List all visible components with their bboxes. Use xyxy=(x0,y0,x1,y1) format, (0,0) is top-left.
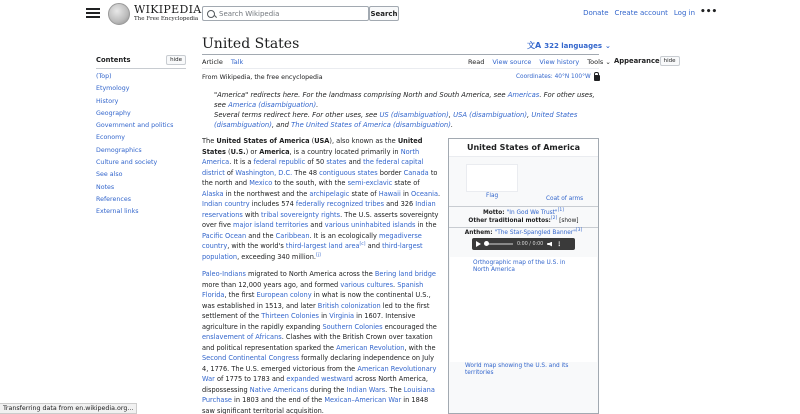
anthem-row xyxy=(449,230,598,236)
tabs-divider xyxy=(202,68,599,69)
inline-link[interactable]: Alaska xyxy=(202,189,224,198)
body-text: border xyxy=(377,168,404,177)
wikipedia-tagline: The Free Encyclopedia xyxy=(134,16,199,22)
inline-link[interactable]: Bering land bridge xyxy=(374,270,436,278)
inline-link[interactable]: Pacific Ocean xyxy=(202,231,247,240)
us-disambig-link[interactable]: US (disambiguation) xyxy=(379,111,449,119)
body-text: more than 12,000 years ago, and formed xyxy=(202,280,341,289)
ellipsis-icon[interactable]: ••• xyxy=(700,7,718,17)
body-text: , is a country located primarily in xyxy=(289,147,401,156)
toc-item-external-links[interactable]: External links xyxy=(96,208,139,216)
body-text: during the xyxy=(308,385,347,394)
donate-link[interactable]: Donate xyxy=(583,9,609,17)
hatnote-text: , xyxy=(527,111,532,119)
body-text: and 326 xyxy=(384,200,416,208)
toc-item-culture[interactable]: Culture and society xyxy=(96,159,158,167)
body-text: led to the first settlement of the xyxy=(202,301,430,320)
tab-read[interactable]: Read xyxy=(468,58,484,69)
inline-link[interactable]: Canada xyxy=(403,168,429,177)
toc-item-geography[interactable]: Geography xyxy=(96,109,131,117)
body-text: . It is a xyxy=(229,158,254,166)
reference-marker[interactable]: [c] xyxy=(359,241,366,247)
body-text: The xyxy=(202,137,217,145)
chevron-down-icon: ⌄ xyxy=(605,58,611,66)
hatnote-text: "America" redirects here. For the landmass comprising North and South America, see xyxy=(214,91,508,99)
body-text: to the north and xyxy=(202,168,438,187)
body-text: ( xyxy=(225,147,231,156)
body-text: and the xyxy=(246,231,276,240)
anthem-label: Anthem: xyxy=(464,230,495,236)
inline-link[interactable]: Louisiana Purchase xyxy=(202,385,435,404)
hatnote-text: , and xyxy=(271,121,292,129)
other-mottos-label: Other traditional mottos: xyxy=(468,218,551,224)
tab-view-source[interactable]: View source xyxy=(492,58,532,66)
inline-link[interactable]: various uninhabited islands xyxy=(324,221,416,229)
hatnote-text: . xyxy=(450,121,454,129)
coordinates-text: Coordinates: 40°N 100°W xyxy=(516,74,591,80)
inline-link[interactable]: Second Continental Congress xyxy=(202,354,300,362)
toc-item-government[interactable]: Government and politics xyxy=(96,122,174,130)
body-text: state of xyxy=(392,179,420,187)
anthem-ref[interactable]: [3] xyxy=(575,228,583,234)
body-text: . It is an ecologically xyxy=(309,231,379,240)
body-text: of 1775 to 1783 and xyxy=(214,375,287,383)
body-text: encouraged the xyxy=(382,322,437,331)
appearance-panel xyxy=(614,56,676,66)
orthographic-map-caption[interactable]: Orthographic map of the U.S. in North America xyxy=(473,260,566,273)
inline-link[interactable]: Thirteen Colonies xyxy=(261,312,319,320)
body-text: ) or xyxy=(245,147,260,156)
audio-progress-slider[interactable] xyxy=(485,243,513,245)
inline-link[interactable]: various cultures xyxy=(340,280,394,289)
flag-image[interactable] xyxy=(466,164,518,192)
inline-link[interactable]: Hawaii xyxy=(378,189,401,198)
usa-disambig-link[interactable]: USA (disambiguation) xyxy=(453,111,528,119)
motto-label: Motto: xyxy=(483,210,507,216)
body-text: across North America, dispossessing xyxy=(202,375,429,394)
wikipedia-wordmark[interactable]: WIKIPEDIA xyxy=(134,3,202,16)
inline-link[interactable]: major island territories xyxy=(233,221,309,229)
appearance-hide-button[interactable]: hide xyxy=(660,56,680,66)
inline-link[interactable]: American Revolution xyxy=(336,343,405,352)
body-text: . xyxy=(438,189,441,198)
hatnote xyxy=(214,90,597,130)
bold-term: U.S. xyxy=(230,147,246,156)
inline-link[interactable]: tribal sovereignty rights xyxy=(261,210,341,219)
body-text: in xyxy=(400,189,412,198)
body-text: of 50 xyxy=(305,158,327,166)
toc-item-references[interactable]: References xyxy=(96,195,131,203)
body-text: with xyxy=(242,210,262,219)
volume-icon[interactable] xyxy=(547,242,552,247)
inline-link[interactable]: federal republic xyxy=(253,158,306,166)
translate-icon: 文A xyxy=(527,41,542,50)
inline-link[interactable]: Paleo-Indians xyxy=(202,270,246,278)
body-text: in the xyxy=(415,221,437,229)
inline-link[interactable]: Indian reservations xyxy=(202,200,436,219)
hatnote-line-2 xyxy=(214,110,597,130)
lead-paragraph-1 xyxy=(202,136,441,262)
search-button[interactable]: Search xyxy=(369,6,399,21)
toc-item-demographics[interactable]: Demographics xyxy=(96,146,142,154)
table-of-contents xyxy=(96,55,186,221)
appearance-title: Appearance xyxy=(614,57,660,65)
inline-link[interactable]: Indian country xyxy=(202,200,250,208)
body-text: . The U.S. asserts sovereignty over five xyxy=(202,210,439,229)
infobox-divider xyxy=(449,206,598,207)
infobox-title: United States of America xyxy=(449,139,598,157)
motto-row xyxy=(449,209,598,225)
inline-link[interactable]: Virginia xyxy=(329,312,355,320)
body-text: of xyxy=(224,168,236,177)
inline-link[interactable]: American Revolutionary War xyxy=(202,364,437,383)
body-text: ( xyxy=(309,137,315,145)
audio-time: 0:00 / 0:00 xyxy=(517,241,544,247)
inline-link[interactable]: federally recognized tribes xyxy=(295,200,385,208)
body-text: . Clashes with the British Crown over taxation and political representation sparked the xyxy=(202,333,433,352)
hatnote-text: , xyxy=(448,111,454,119)
inline-link[interactable]: Washington, D.C. xyxy=(235,168,293,177)
toc-item-notes[interactable]: Notes xyxy=(96,183,115,191)
body-text: The 48 xyxy=(292,168,320,177)
chevron-down-icon: ⌄ xyxy=(605,41,611,50)
bold-term: United States of America xyxy=(216,137,310,145)
body-text: , with the world's xyxy=(227,242,286,250)
toc-title: Contents xyxy=(96,56,131,64)
inline-link[interactable]: states xyxy=(326,158,347,166)
bold-term: America xyxy=(259,147,290,156)
log-in-link[interactable]: Log in xyxy=(673,9,695,17)
inline-link[interactable]: Mexican–American War xyxy=(324,396,402,404)
search-input[interactable] xyxy=(219,10,359,18)
toc-header xyxy=(96,55,186,69)
inline-link[interactable]: Native Americans xyxy=(249,385,309,394)
body-text: , the first xyxy=(224,291,257,299)
america-disambig-link[interactable]: America (disambiguation) xyxy=(228,101,317,109)
flag-link[interactable]: Flag xyxy=(486,193,499,199)
search-icon xyxy=(207,10,215,18)
article-body xyxy=(202,136,441,414)
hatnote-text: Several terms redirect here. For other uses, see xyxy=(214,111,380,119)
browser-status-bar: Transferring data from en.wikipedia.org... xyxy=(0,403,137,414)
hatnote-line-1 xyxy=(214,90,597,110)
body-text: in 1848 saw significant territorial acquisition. xyxy=(202,396,429,414)
page-title: United States xyxy=(202,36,300,52)
main-menu-icon[interactable] xyxy=(86,6,100,20)
body-text: formally declaring independence on July 4, 1776. The U.S. emerged victorious from the xyxy=(202,354,435,373)
body-text: and xyxy=(346,158,364,166)
body-text: ), also known as the xyxy=(329,137,398,145)
body-text: , with the xyxy=(404,343,436,352)
motto-ref[interactable]: [1] xyxy=(557,208,564,214)
body-text: includes 574 xyxy=(249,200,296,208)
toc-hide-button[interactable]: hide xyxy=(166,55,186,65)
body-text: . The xyxy=(385,385,404,394)
search-box[interactable] xyxy=(202,6,369,21)
body-text: in what is now the continental U.S., was established in 1513, and later xyxy=(202,291,431,310)
user-links xyxy=(583,9,695,17)
inline-link[interactable]: Mexico xyxy=(249,179,273,187)
lead-paragraph-2 xyxy=(202,269,441,414)
inline-link[interactable]: Indian Wars xyxy=(346,385,386,394)
body-text: to the south, with the xyxy=(272,179,348,187)
tools-label: Tools xyxy=(587,58,604,66)
world-map-caption[interactable]: World map showing the U.S. and its territories xyxy=(465,363,569,376)
bold-term: USA xyxy=(314,137,330,145)
more-options-icon[interactable]: ⋮ xyxy=(556,240,563,248)
toc-item-economy[interactable]: Economy xyxy=(96,134,125,142)
inline-link[interactable]: archipelagic xyxy=(309,189,350,198)
anthem-link[interactable]: "The Star-Spangled Banner" xyxy=(494,230,576,236)
inline-link[interactable]: enslavement of Africans xyxy=(202,333,282,341)
create-account-link[interactable]: Create account xyxy=(614,9,668,17)
inline-link[interactable]: megadiverse country xyxy=(202,231,422,250)
coordinates[interactable] xyxy=(516,74,600,80)
inline-link[interactable]: expanded westward xyxy=(286,375,353,383)
body-text: in xyxy=(319,312,330,320)
inline-link[interactable]: Southern Colonies xyxy=(322,322,383,331)
title-divider xyxy=(202,54,599,55)
audio-player[interactable] xyxy=(472,238,575,250)
inline-link[interactable]: contiguous states xyxy=(319,168,378,177)
body-text: migrated to North America across the xyxy=(245,270,375,278)
bold-term: United States xyxy=(202,137,423,156)
tab-article[interactable]: Article xyxy=(202,58,223,69)
wikipedia-globe-logo[interactable] xyxy=(108,3,130,25)
usa-full-disambig-link[interactable]: The United States of America (disambiguation) xyxy=(291,121,451,129)
body-text: , exceeding 340 million. xyxy=(237,252,316,261)
inline-link[interactable]: Oceania xyxy=(411,189,439,198)
motto-link[interactable]: "In God We Trust" xyxy=(506,210,558,216)
other-mottos-ref[interactable]: [2] xyxy=(550,216,558,222)
coat-of-arms-link[interactable]: Coat of arms xyxy=(546,196,584,202)
inline-link[interactable]: semi-exclavic xyxy=(347,179,393,187)
tab-talk[interactable]: Talk xyxy=(230,58,244,66)
body-text: and xyxy=(365,242,383,250)
toc-item-etymology[interactable]: Etymology xyxy=(96,85,130,93)
inline-link[interactable]: third-largest land area xyxy=(285,242,360,250)
toc-item-history[interactable]: History xyxy=(96,97,119,105)
reference-marker[interactable]: [j] xyxy=(315,252,321,258)
body-text: in 1607. Intensive agriculture in the rapidly expanding xyxy=(202,312,416,331)
body-text: and xyxy=(308,221,325,229)
hatnote-text: . xyxy=(316,101,319,109)
lock-icon xyxy=(594,75,600,81)
inline-link[interactable]: North America xyxy=(202,147,420,166)
body-text: in the northwest and the xyxy=(223,189,310,198)
inline-link[interactable]: Spanish Florida xyxy=(202,280,424,299)
inline-link[interactable]: the federal capital district xyxy=(202,158,424,177)
body-text: state of xyxy=(349,189,379,198)
language-button[interactable] xyxy=(527,40,611,51)
infobox xyxy=(448,138,599,414)
site-sub: From Wikipedia, the free encyclopedia xyxy=(202,74,323,81)
tab-view-history[interactable]: View history xyxy=(539,58,580,66)
united-states-disambig-link[interactable]: United States (disambiguation) xyxy=(214,111,578,129)
toc-item-see-also[interactable]: See also xyxy=(96,171,123,179)
body-text: . xyxy=(393,280,398,289)
play-icon[interactable] xyxy=(476,241,481,247)
show-mottos-toggle[interactable]: [show] xyxy=(559,218,579,224)
body-text: in 1803 and the end of the xyxy=(231,396,325,404)
hatnote-text: . For other uses, see xyxy=(214,91,595,109)
inline-link[interactable]: third-largest population xyxy=(202,242,423,261)
toc-item-top[interactable]: (Top) xyxy=(96,73,112,80)
inline-link[interactable]: Caribbean xyxy=(275,231,310,240)
site-header xyxy=(0,0,800,28)
americas-link[interactable]: Americas xyxy=(507,91,540,99)
inline-link[interactable]: European colony xyxy=(256,291,312,299)
language-count: 322 languages xyxy=(544,41,603,50)
inline-link[interactable]: British colonization xyxy=(317,301,381,310)
